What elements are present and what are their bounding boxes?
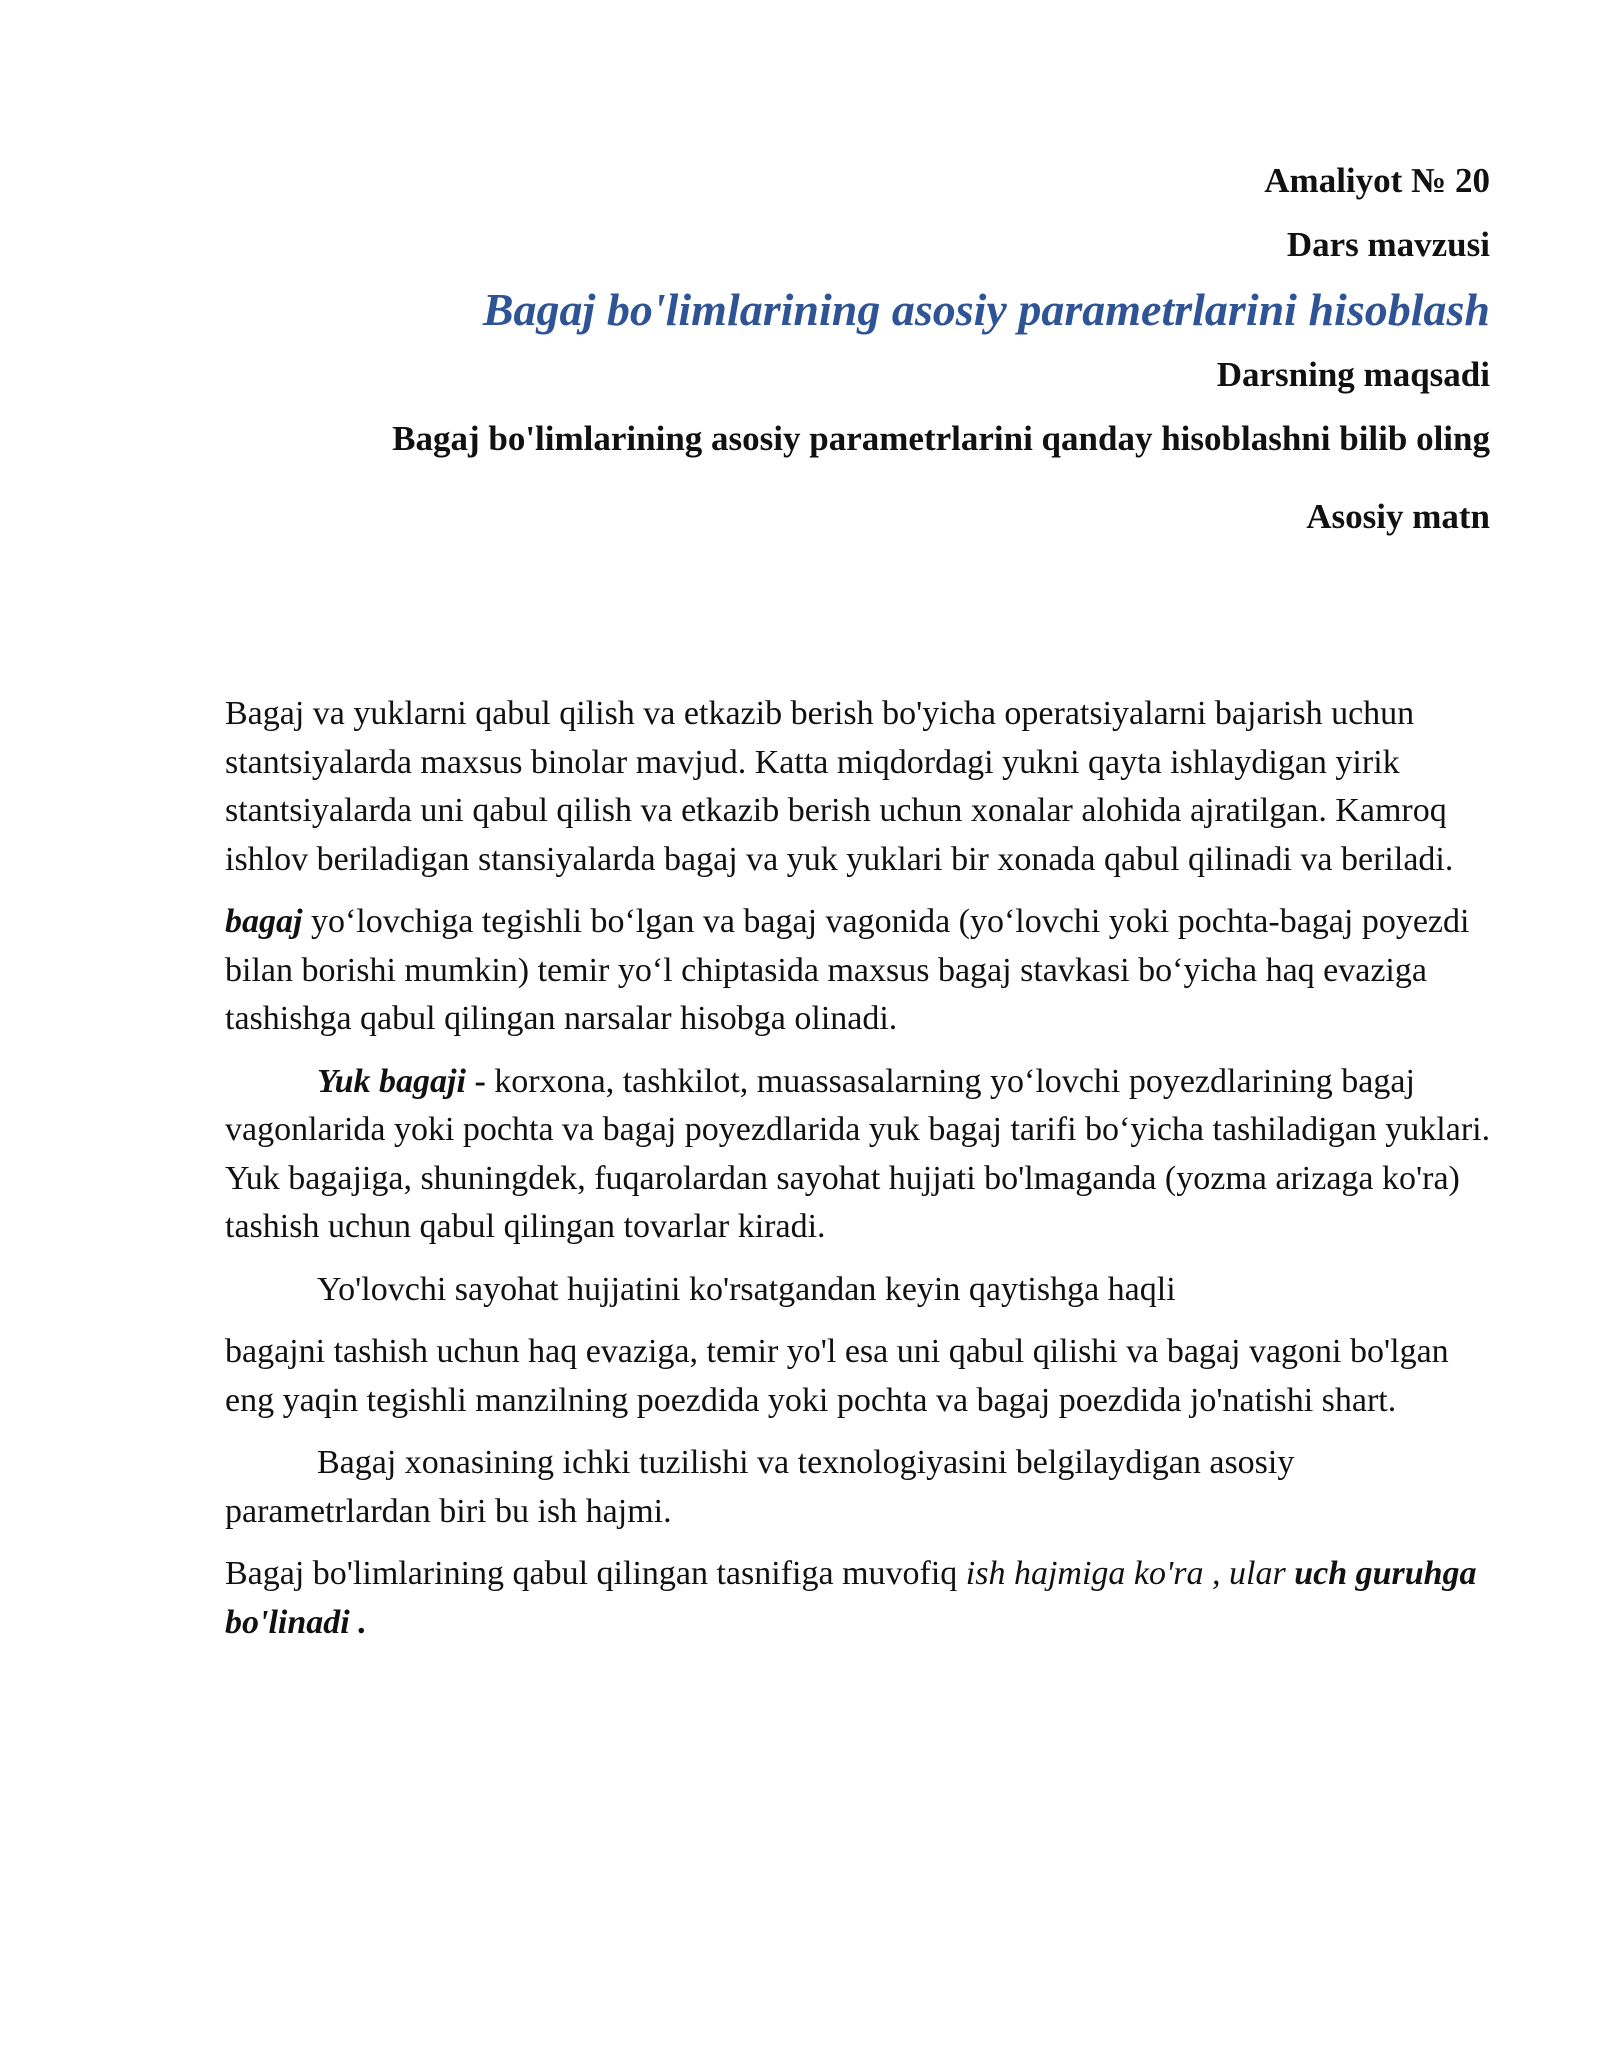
classification-text: Bagaj bo'limlarining qabul qilingan tasnifiga muvofiq: [225, 1555, 966, 1592]
lesson-goal-label: Darsning maqsadi: [1216, 355, 1490, 394]
classification-bold-italic: uch guruhga bo'linadi: [225, 1555, 1477, 1641]
paragraph-work-volume: Bagaj xonasining ichki tuzilishi va texnologiyasini belgilaydigan asosiy parametrlardan biri bu ish hajmi.: [225, 1444, 1295, 1530]
lesson-title: Bagaj bo'limlarining asosiy parametrlarini hisoblash: [482, 284, 1490, 335]
paragraph-passenger-right: Yo'lovchi sayohat hujjatini ko'rsatgandan keyin qaytishga haqli: [317, 1270, 1176, 1308]
classification-end: .: [349, 1603, 367, 1641]
document-body: [225, 690, 1495, 1661]
document-header: [160, 160, 1490, 538]
main-text-label: Asosiy matn: [1306, 497, 1490, 536]
paragraph-classification: [225, 1550, 1495, 1647]
term-dash: -: [465, 1062, 486, 1100]
paragraph-transport-fee: bagajni tashish uchun haq evaziga, temir yo'l esa uni qabul qilishi va bagaj vagoni bo'lgan eng yaqin tegishli manzilning poezdida yoki pochta va bagaj poezdida jo'natishi shart.: [225, 1333, 1449, 1419]
baggage-definition-text: yo‘lovchiga tegishli bo‘lgan va bagaj vagonida (yo‘lovchi yoki pochta-bagaj poyezdi bilan borishi mumkin) temir yo‘l chiptasida maxsus bagaj stavkasi bo‘yicha haq evaziga tashishga qabul qilingan narsalar hisobga olinadi.: [225, 903, 1470, 1037]
lesson-goal: Bagaj bo'limlarining asosiy parametrlarini qanday hisoblashni bilib oling: [392, 419, 1490, 458]
paragraph-stations: Bagaj va yuklarni qabul qilish va etkazib berish bo'yicha operatsiyalarni bajarish uchun stantsiyalarda maxsus binolar mavjud. Katta miqdordagi yukni qayta ishlaydigan yirik stantsiyalarda uni qabul qilish va etkazib berish uchun xonalar alohida ajratilgan. Kamroq ishlov beriladigan stansiyalarda bagaj va yuk yuklari bir xonada qabul qilinadi va beriladi.: [225, 695, 1454, 878]
classification-italic: ish hajmiga ko'ra , ular: [965, 1555, 1295, 1592]
paragraph-baggage-definition: [225, 898, 1495, 1044]
term-cargo-baggage: Yuk bagaji: [317, 1062, 466, 1100]
cargo-baggage-text: korxona, tashkilot, muassasalarning yo‘lovchi poyezdlarining bagaj vagonlarida yoki pochta va bagaj poyezdlarida yuk bagaj tarifi bo‘yicha tashiladigan yuklari. Yuk bagajiga, shuningdek, fuqarolardan sayohat hujjati bo'lmaganda (yozma arizaga ko'ra) tashish uchun qabul qilingan tovarlar kiradi.: [225, 1062, 1491, 1245]
lesson-topic-label: Dars mavzusi: [1286, 225, 1490, 264]
practice-number: Amaliyot № 20: [1264, 161, 1490, 200]
term-baggage: bagaj: [225, 903, 303, 940]
paragraph-cargo-baggage: [225, 1058, 1495, 1252]
